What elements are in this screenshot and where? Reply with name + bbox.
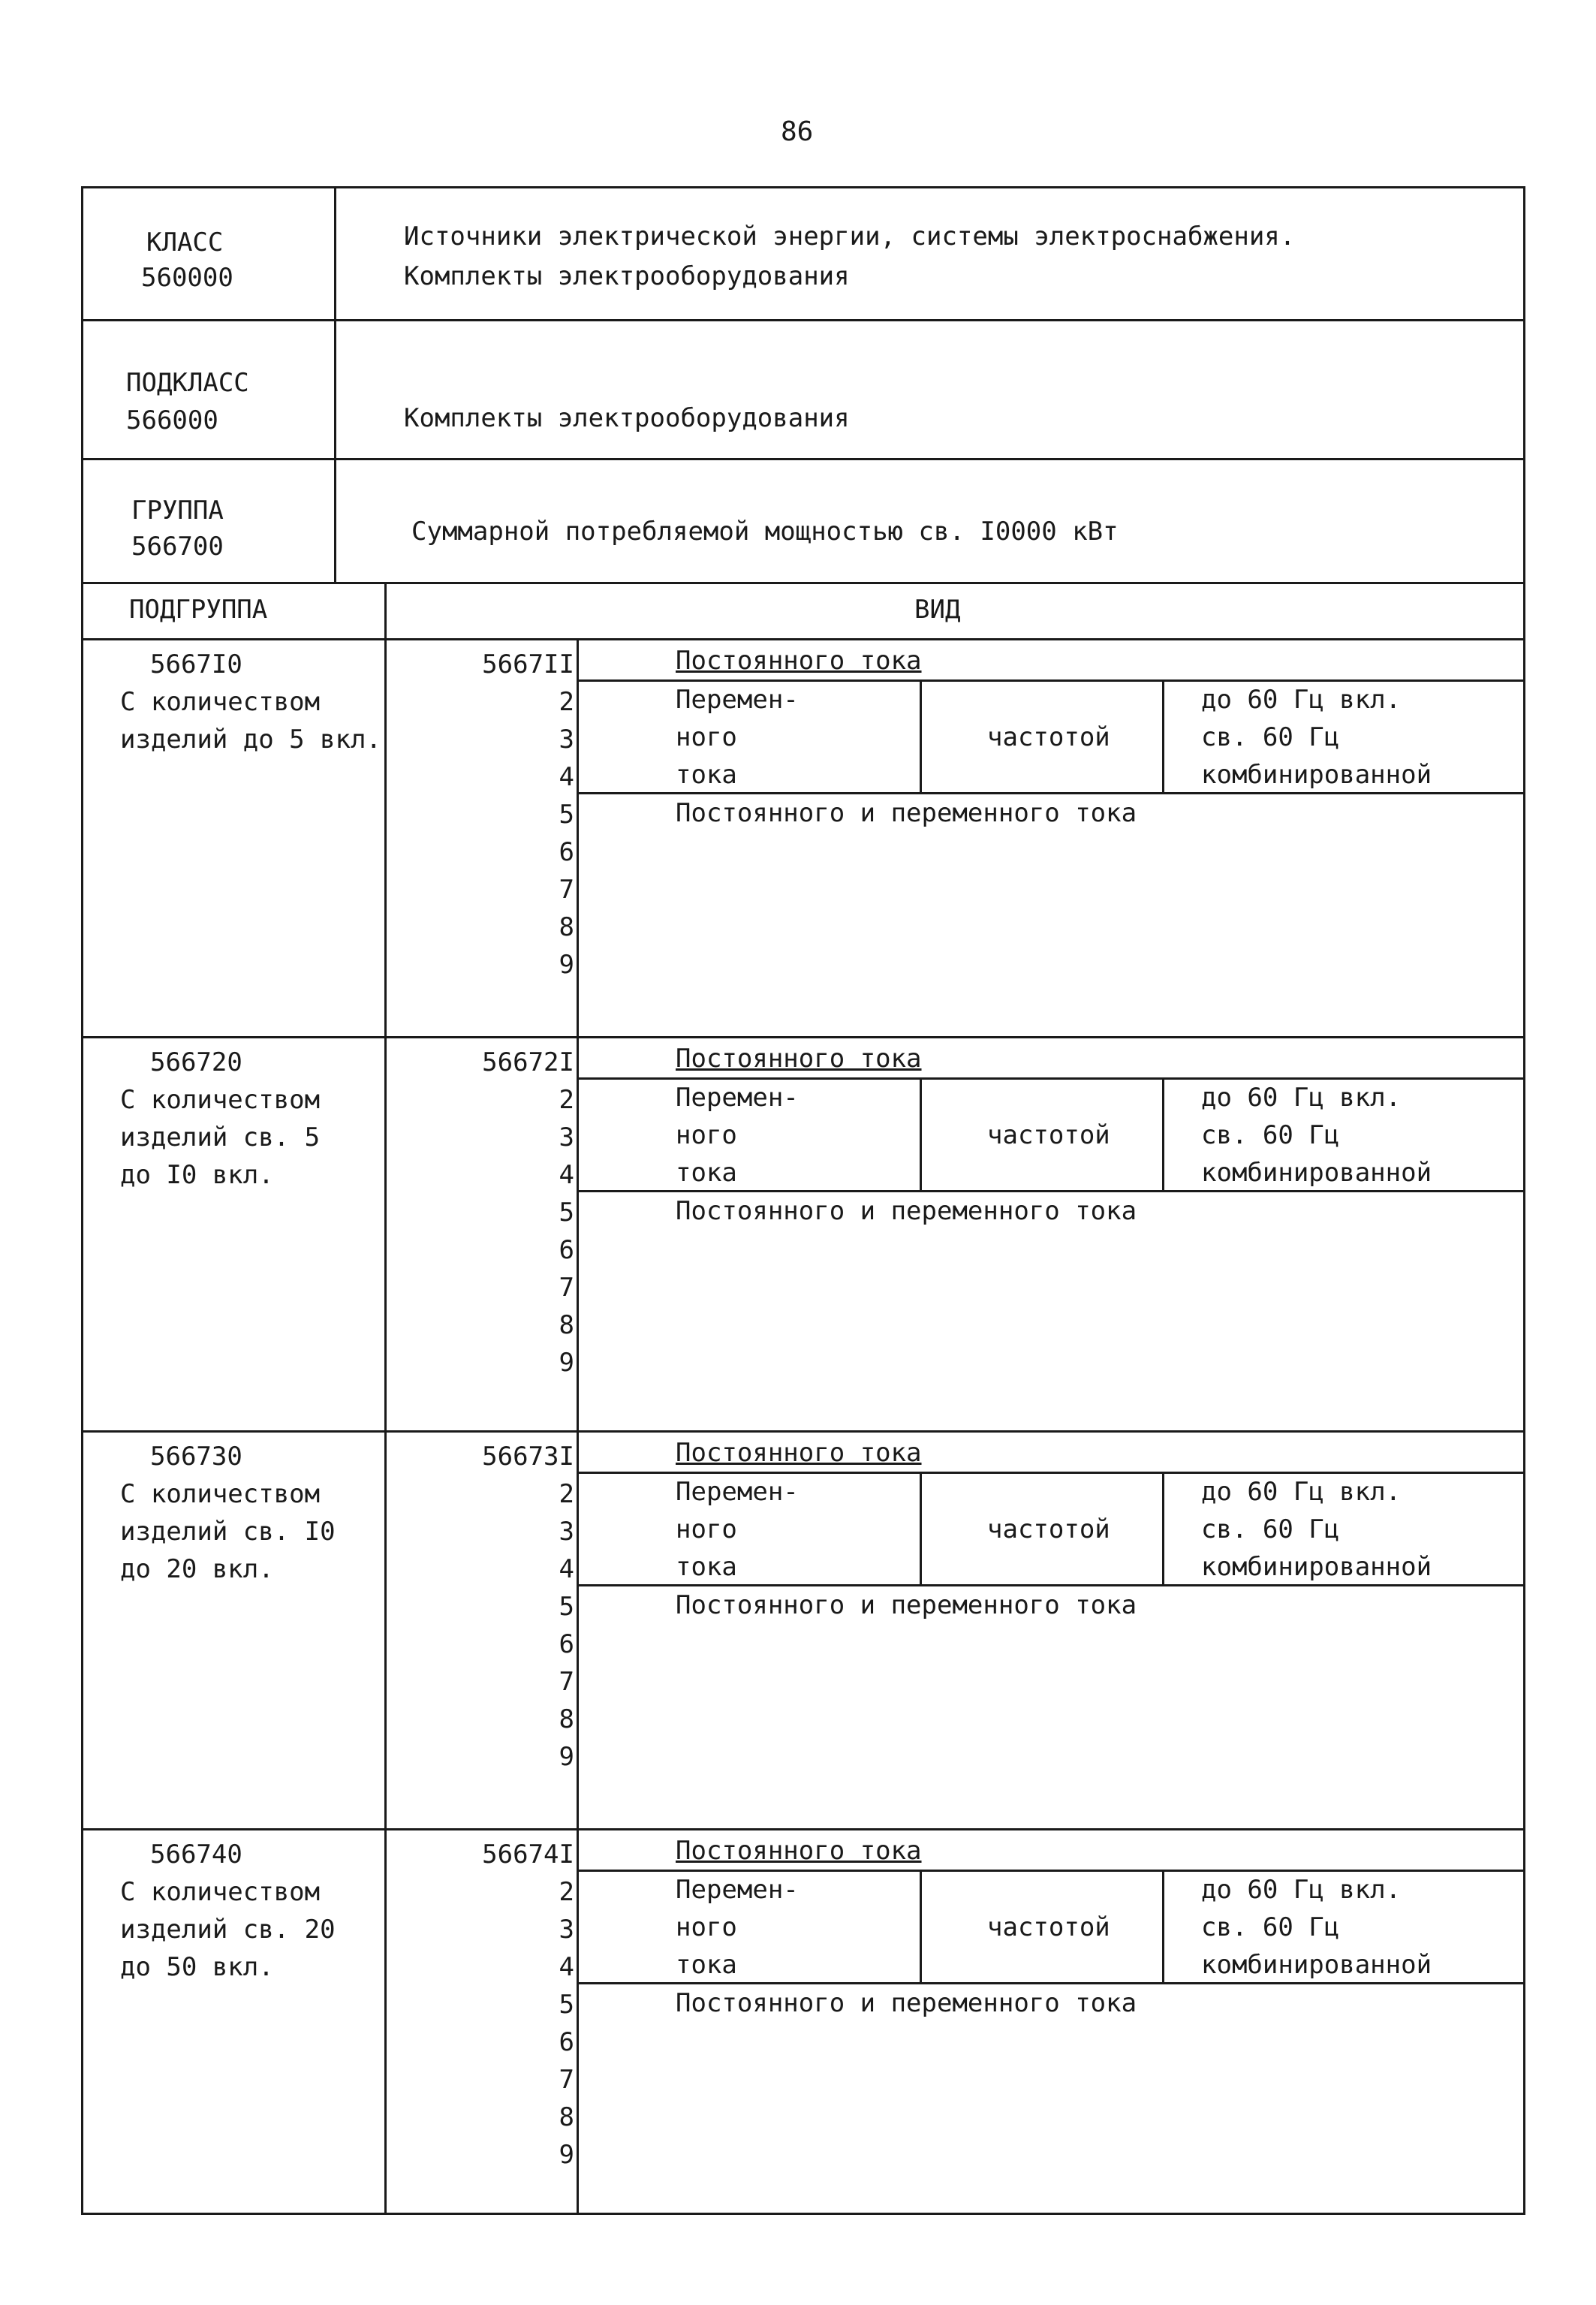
freq-option: св. 60 Гц (1201, 1514, 1340, 1544)
vid-code-digit: 8 (559, 912, 574, 942)
subgroup-code: 566740 (150, 1839, 242, 1870)
subgroup-desc-line: до I0 вкл. (120, 1160, 274, 1190)
rule-freq-right (1162, 1870, 1164, 1982)
podklass-label: ПОДКЛАСС (126, 368, 249, 398)
both-label: Постоянного и переменного тока (676, 1590, 1137, 1620)
subgroup-code: 5667I0 (150, 649, 242, 679)
vid-code-digit: 5 (559, 800, 574, 830)
freq-option: до 60 Гц вкл. (1201, 1083, 1402, 1113)
rule-gruppa-bottom (81, 582, 1525, 584)
vid-code-digit: 2 (559, 1085, 574, 1115)
rule-freq-right (1162, 1472, 1164, 1584)
vid-code-digit: 5 (559, 1198, 574, 1228)
rule-header-bottom (81, 638, 1525, 640)
header-podgruppa: ПОДГРУППА (129, 595, 268, 625)
freq-option: св. 60 Гц (1201, 1912, 1340, 1942)
klass-code: 560000 (141, 263, 233, 293)
klass-label: КЛАСС (146, 227, 224, 258)
subgroup-desc-line: изделий св. 5 (120, 1122, 321, 1152)
rule-vid-vertical (577, 638, 579, 2215)
both-label: Постоянного и переменного тока (676, 1988, 1137, 2018)
freq-option: комбинированной (1201, 760, 1432, 790)
subgroup-desc-line: изделий св. I0 (120, 1517, 336, 1547)
freq-option: до 60 Гц вкл. (1201, 1477, 1402, 1507)
freq-label: частотой (987, 722, 1110, 752)
freq-option: св. 60 Гц (1201, 1120, 1340, 1150)
podklass-code: 566000 (126, 405, 218, 435)
vid-code-digit: 2 (559, 1877, 574, 1907)
vid-code-digit: 2 (559, 687, 574, 717)
vid-code-digit: 9 (559, 2140, 574, 2170)
dc-label ul: Постоянного тока (676, 1836, 922, 1866)
ac-label-line: тока (676, 1158, 737, 1188)
both-label: Постоянного и переменного тока (676, 1196, 1137, 1226)
rule-freq-right (1162, 679, 1164, 792)
vid-code-digit: 7 (559, 1273, 574, 1303)
freq-option: св. 60 Гц (1201, 722, 1340, 752)
subgroup-desc-line: до 50 вкл. (120, 1952, 274, 1982)
vid-code-digit: 7 (559, 1667, 574, 1697)
vid-code-digit: 4 (559, 1160, 574, 1190)
ac-label-line: ного (676, 722, 737, 752)
subgroup-desc-line: С количеством (120, 687, 321, 717)
vid-code-digit: 7 (559, 2065, 574, 2095)
dc-label ul: Постоянного тока (676, 1438, 922, 1468)
vid-code-digit: 4 (559, 762, 574, 792)
ac-label-line: ного (676, 1912, 737, 1942)
vid-code-digit: 9 (559, 1742, 574, 1772)
vid-code-digit: 6 (559, 1235, 574, 1265)
freq-option: до 60 Гц вкл. (1201, 1875, 1402, 1905)
ac-label-line: Перемен- (676, 1083, 799, 1113)
rule-subgroup-top (81, 1430, 1525, 1433)
gruppa-title: Суммарной потребляемой мощностью св. I0000 кВт (411, 517, 1119, 547)
ac-label-line: ного (676, 1120, 737, 1150)
podklass-title: Комплекты электрооборудования (404, 403, 850, 433)
vid-code-digit: 8 (559, 1704, 574, 1734)
vid-code-digit: 5 (559, 1990, 574, 2020)
rule-freq-left (920, 1472, 922, 1584)
subgroup-desc-line: С количеством (120, 1479, 321, 1509)
rule-subgroup-top (81, 1828, 1525, 1830)
ac-label-line: тока (676, 760, 737, 790)
dc-label ul: Постоянного тока (676, 646, 922, 676)
rule-freq-left (920, 1870, 922, 1982)
vid-code-first: 5667II (482, 649, 574, 679)
rule-podgruppa-vertical (384, 582, 387, 2215)
rule-freq-right (1162, 1077, 1164, 1190)
vid-code-digit: 5 (559, 1592, 574, 1622)
ac-label-line: Перемен- (676, 685, 799, 715)
both-label: Постоянного и переменного тока (676, 798, 1137, 828)
vid-code-digit: 4 (559, 1952, 574, 1982)
freq-option: комбинированной (1201, 1552, 1432, 1582)
subgroup-code: 566720 (150, 1047, 242, 1077)
rule-podklass-bottom (81, 458, 1525, 460)
gruppa-code: 566700 (131, 532, 224, 562)
subgroup-desc-line: изделий до 5 вкл. (120, 725, 381, 755)
freq-option: до 60 Гц вкл. (1201, 685, 1402, 715)
vid-code-digit: 9 (559, 950, 574, 980)
vid-code-first: 56674I (482, 1839, 574, 1870)
subgroup-desc-line: изделий св. 20 (120, 1915, 336, 1945)
subgroup-desc-line: С количеством (120, 1877, 321, 1907)
rule-subgroup-top (81, 1036, 1525, 1038)
vid-code-digit: 3 (559, 1915, 574, 1945)
ac-label-line: Перемен- (676, 1875, 799, 1905)
gruppa-label: ГРУППА (131, 496, 224, 526)
ac-label-line: Перемен- (676, 1477, 799, 1507)
ac-label-line: тока (676, 1552, 737, 1582)
vid-code-digit: 2 (559, 1479, 574, 1509)
freq-label: частотой (987, 1514, 1110, 1544)
vid-code-digit: 8 (559, 1310, 574, 1340)
ac-label-line: тока (676, 1950, 737, 1980)
klass-title-line2: Комплекты электрооборудования (404, 261, 850, 291)
rule-freq-left (920, 1077, 922, 1190)
rule-klass-bottom (81, 319, 1525, 321)
vid-code-digit: 7 (559, 875, 574, 905)
freq-option: комбинированной (1201, 1158, 1432, 1188)
vid-code-digit: 3 (559, 725, 574, 755)
vid-code-digit: 9 (559, 1348, 574, 1378)
vid-code-digit: 6 (559, 1629, 574, 1659)
vid-code-first: 56672I (482, 1047, 574, 1077)
vid-code-digit: 6 (559, 2027, 574, 2057)
freq-option: комбинированной (1201, 1950, 1432, 1980)
subgroup-code: 566730 (150, 1442, 242, 1472)
rule-header-vertical (334, 186, 336, 582)
page-number: 86 (781, 116, 814, 147)
klass-title-line1: Источники электрической энергии, системы электроснабжения. (404, 221, 1296, 252)
vid-code-first: 56673I (482, 1442, 574, 1472)
vid-code-digit: 3 (559, 1122, 574, 1152)
ac-label-line: ного (676, 1514, 737, 1544)
header-vid: ВИД (914, 595, 961, 625)
freq-label: частотой (987, 1120, 1110, 1150)
dc-label ul: Постоянного тока (676, 1044, 922, 1074)
rule-freq-left (920, 679, 922, 792)
vid-code-digit: 6 (559, 837, 574, 867)
vid-code-digit: 3 (559, 1517, 574, 1547)
vid-code-digit: 8 (559, 2102, 574, 2132)
subgroup-desc-line: С количеством (120, 1085, 321, 1115)
freq-label: частотой (987, 1912, 1110, 1942)
vid-code-digit: 4 (559, 1554, 574, 1584)
subgroup-desc-line: до 20 вкл. (120, 1554, 274, 1584)
